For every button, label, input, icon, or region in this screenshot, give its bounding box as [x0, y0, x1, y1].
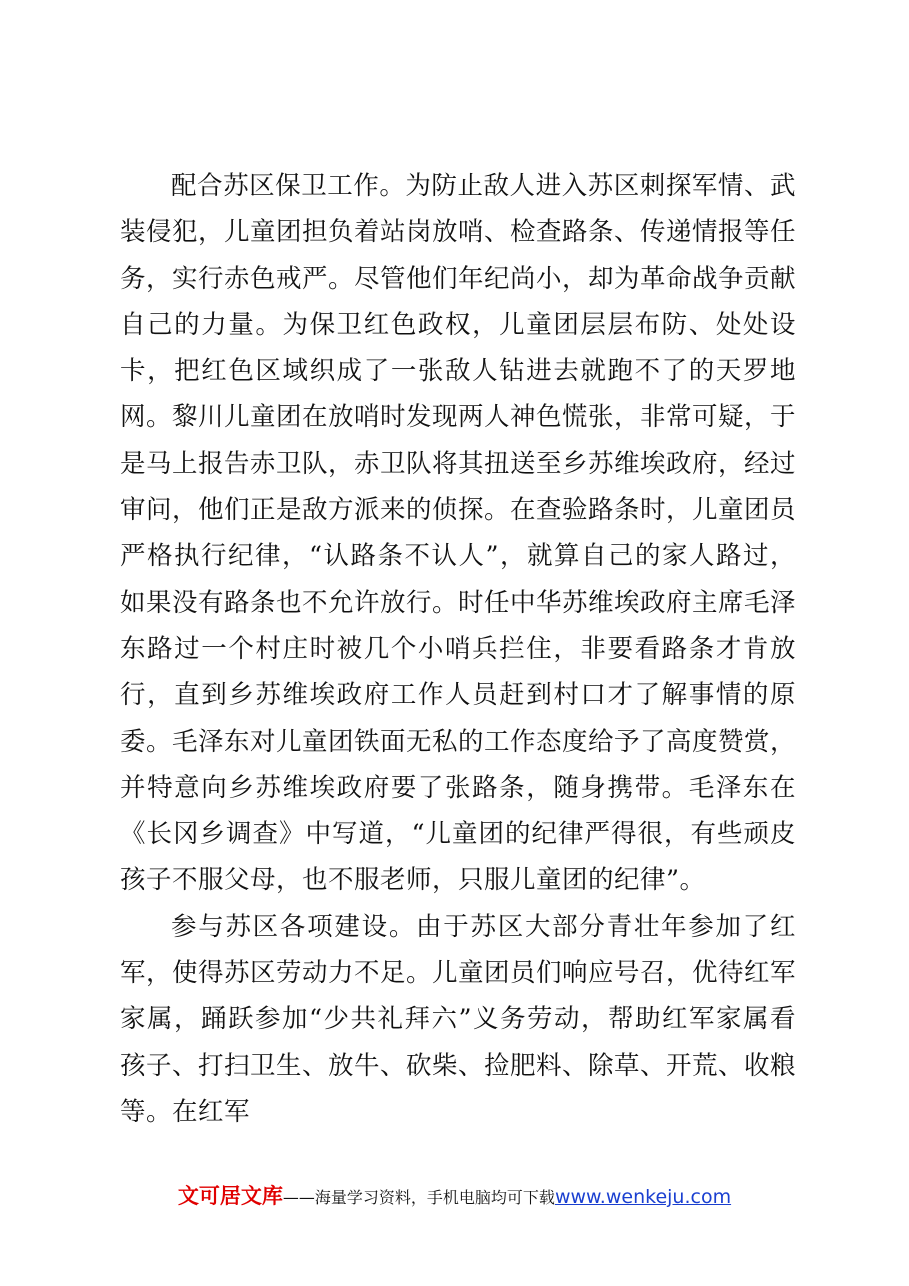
- footer-brand: 文可居文库: [177, 1184, 283, 1208]
- footer-slogan: ——海量学习资料，手机电脑均可下载: [282, 1188, 555, 1207]
- footer-banner: [0, 1180, 909, 1210]
- footer-url-link[interactable]: www.wenkeju.com: [554, 1186, 732, 1208]
- paragraph-security-work: 配合苏区保卫工作。为防止敌人进入苏区刺探军情、武装侵犯，儿童团担负着站岗放哨、检查路条、传递情报等任务，实行赤色戒严。尽管他们年纪尚小，却为革命战争贡献自己的力量。为保卫红色政权，儿童团层层布防、处处设卡，把红色区域织成了一张敌人钻进去就跑不了的天罗地网。黎川儿童团在放哨时发现两人神色慌张，非常可疑，于是马上报告赤卫队，赤卫队将其扭送至乡苏维埃政府，经过审问，他们正是敌方派来的侦探。在查验路条时，儿童团员严格执行纪律，“认路条不认人”，就算自己的家人路过，如果没有路条也不允许放行。时任中华苏维埃政府主席毛泽东路过一个村庄时被几个小哨兵拦住，非要看路条才肯放行，直到乡苏维埃政府工作人员赶到村口才了解事情的原委。毛泽东对儿童团铁面无私的工作态度给予了高度赞赏，并特意向乡苏维埃政府要了张路条，随身携带。毛泽东在《长冈乡调查》中写道，“儿童团的纪律严得很，有些顽皮孩子不服父母，也不服老师，只服儿童团的纪律”。: [120, 171, 797, 896]
- document-body: [120, 163, 796, 1135]
- paragraph-construction: 参与苏区各项建设。由于苏区大部分青壮年参加了红军，使得苏区劳动力不足。儿童团员们响应号召，优待红军家属，踊跃参加“少共礼拜六”义务劳动，帮助红军家属看孩子、打扫卫生、放牛、砍柴、捡肥料、除草、开荒、收粮等。在红军: [120, 911, 797, 1127]
